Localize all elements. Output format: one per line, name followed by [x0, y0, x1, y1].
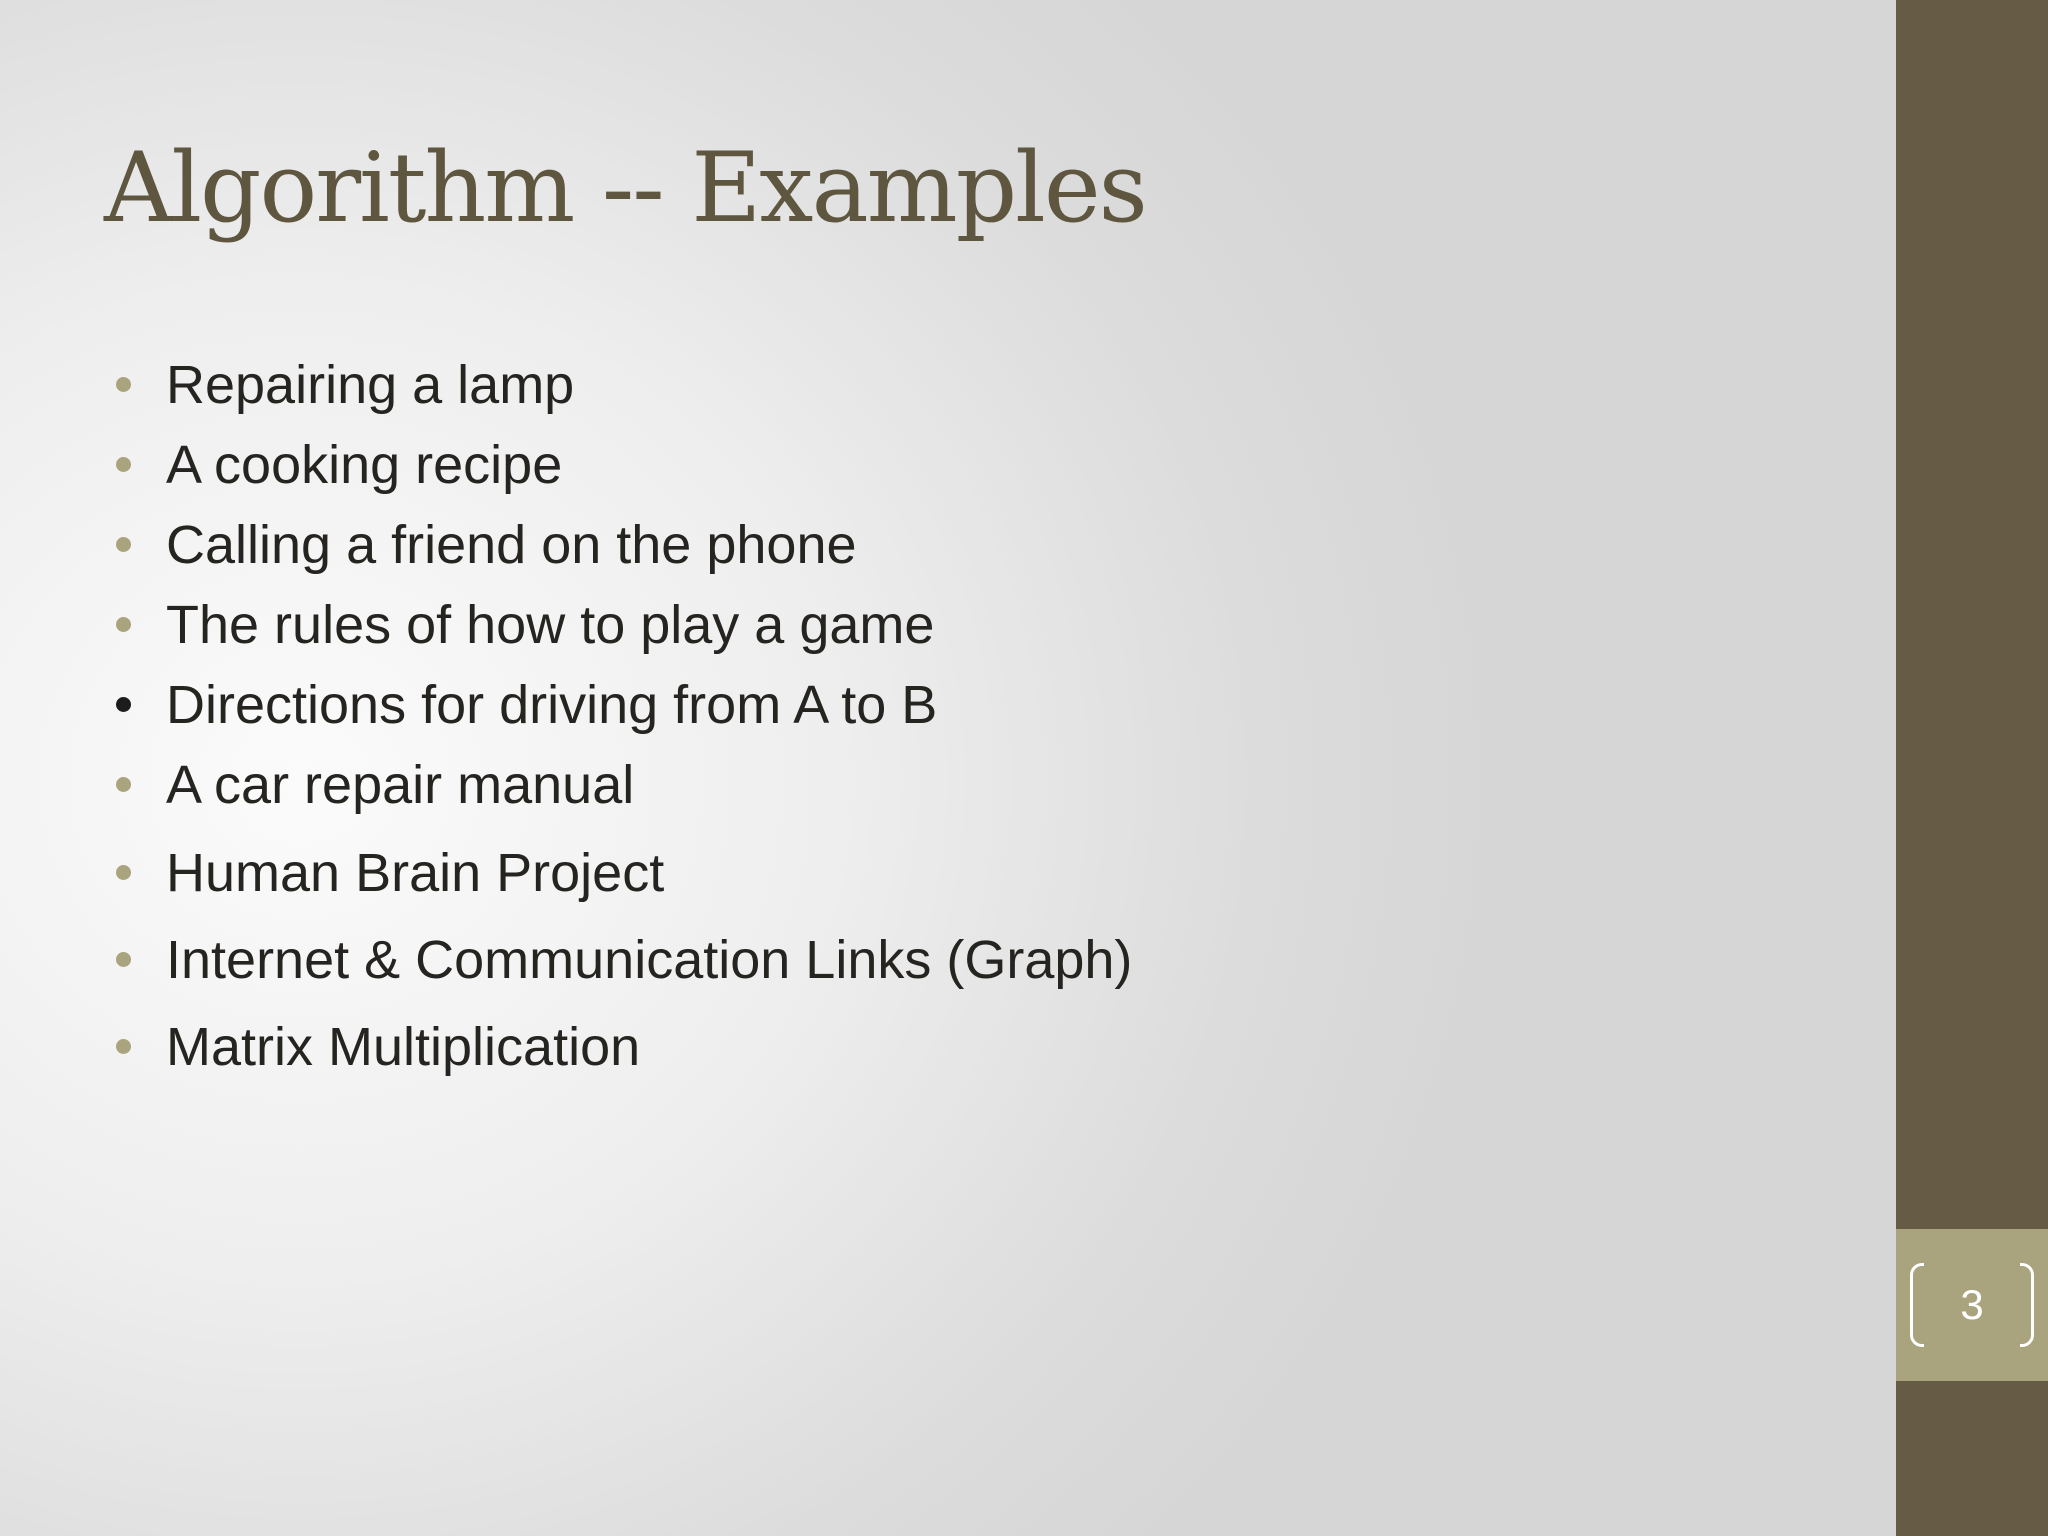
list-item-text: Directions for driving from A to B [166, 675, 938, 735]
page-number-badge [1896, 1229, 2048, 1381]
list-item-text: Calling a friend on the phone [166, 515, 857, 575]
bullet-icon [116, 457, 131, 472]
list-item-text: Matrix Multiplication [166, 1017, 641, 1077]
bullet-icon [116, 1039, 131, 1054]
page-number: 3 [1960, 1281, 1984, 1328]
bullet-icon [116, 537, 131, 552]
list-item-text: Internet & Communication Links (Graph) [166, 930, 1133, 990]
bullet-icon [116, 777, 131, 792]
list-item-text: Human Brain Project [166, 843, 665, 903]
bullet-icon [116, 377, 131, 392]
list-item-text: A cooking recipe [166, 435, 563, 495]
bullet-icon [116, 697, 131, 712]
slide-title: Algorithm -- Examples [104, 132, 1146, 244]
bullet-icon [116, 617, 131, 632]
list-item-text: Repairing a lamp [166, 355, 575, 415]
list-item-text: The rules of how to play a game [166, 595, 935, 655]
bullet-icon [116, 952, 131, 967]
list-item-text: A car repair manual [166, 755, 635, 815]
bullet-icon [116, 865, 131, 880]
